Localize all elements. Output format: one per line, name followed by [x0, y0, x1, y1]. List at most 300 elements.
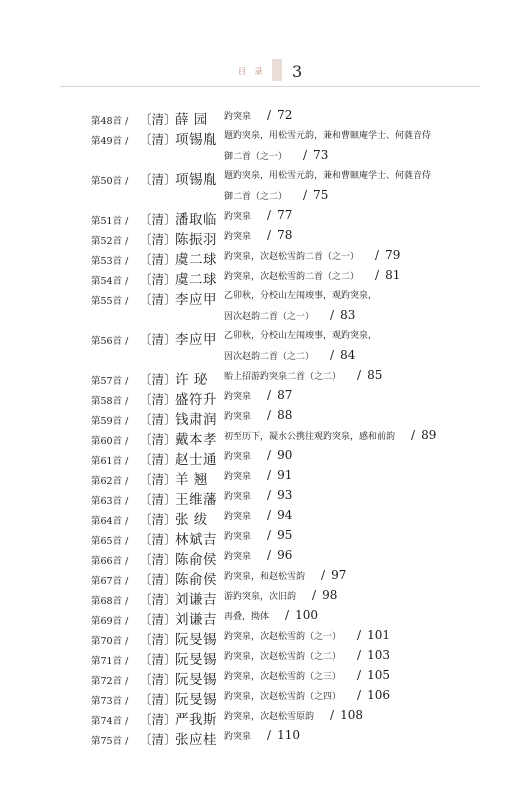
poem-title: 初至历下，凝水公携往观趵突泉，感和前韵 [224, 432, 396, 442]
poem-title: 趵突泉 [224, 392, 252, 402]
toc-entry[interactable] [91, 208, 501, 228]
title-line [224, 548, 292, 568]
poem-number: 第58首 / [91, 396, 129, 407]
page-reference [267, 488, 292, 502]
poem-title: 趵突泉，次赵松雪韵（之三） [224, 672, 342, 682]
entry-label [91, 248, 224, 268]
poem-number: 第49首 / [91, 136, 129, 147]
dynasty-label: 〔清〕 [139, 532, 177, 547]
page-separator: / [375, 268, 380, 282]
page-ref-number: 72 [277, 108, 293, 122]
poem-title-block [224, 648, 390, 668]
poem-title-block [224, 448, 292, 468]
table-of-contents [91, 108, 501, 748]
title-line [224, 588, 337, 608]
dynasty-label: 〔清〕 [139, 632, 177, 647]
toc-entry[interactable] [91, 628, 501, 648]
page-separator: / [303, 148, 308, 162]
page-reference [357, 628, 390, 642]
title-line [224, 188, 431, 208]
poet-name: 李应甲 [175, 292, 217, 308]
dynasty-label: 〔清〕 [139, 252, 177, 267]
title-line [224, 248, 400, 268]
page-reference [330, 708, 363, 722]
poem-number: 第75首 / [91, 736, 129, 747]
page-ref-number: 91 [277, 468, 293, 482]
poet-name: 阮旻锡 [175, 632, 217, 648]
dynasty-label: 〔清〕 [139, 212, 177, 227]
dynasty-label: 〔清〕 [139, 712, 177, 727]
poem-title: 趵突泉，次赵松雪原韵 [224, 712, 315, 722]
poem-title: 趵突泉 [224, 232, 252, 242]
poet-name: 陈俞侯 [175, 572, 217, 588]
toc-entry[interactable] [91, 288, 501, 328]
title-line [224, 708, 363, 728]
title-line [224, 348, 377, 368]
page-ref-number: 83 [340, 308, 356, 322]
entry-label [91, 708, 224, 728]
poem-title: 趵突泉，次赵松雪韵（之一） [224, 632, 342, 642]
poem-number: 第55首 / [91, 296, 129, 307]
poem-title: 趵突泉，和赵松雪韵 [224, 572, 306, 582]
poet-name: 王维藩 [175, 492, 217, 508]
title-line [224, 468, 292, 488]
poet-name: 陈俞侯 [175, 552, 217, 568]
dynasty-label: 〔清〕 [139, 592, 177, 607]
poem-title: 趵突泉 [224, 492, 252, 502]
page-separator: / [267, 388, 272, 402]
entry-label [91, 368, 224, 388]
page-ref-number: 97 [331, 568, 347, 582]
dynasty-label: 〔清〕 [139, 332, 177, 347]
page-reference [321, 568, 346, 582]
poem-title: 乙卯秋，分校山左闱竣事，观趵突泉， [224, 331, 378, 341]
page-ref-number: 88 [277, 408, 293, 422]
dynasty-label: 〔清〕 [139, 652, 177, 667]
page-separator: / [267, 548, 272, 562]
title-line [224, 608, 318, 628]
poem-number: 第50首 / [91, 176, 129, 187]
title-line [224, 728, 300, 748]
page-separator: / [267, 208, 272, 222]
page-reference [285, 608, 318, 622]
poem-number: 第60首 / [91, 436, 129, 447]
page-separator: / [267, 448, 272, 462]
page-ref-number: 110 [277, 728, 300, 742]
page-reference [303, 148, 328, 162]
poem-title-block [224, 208, 292, 228]
poem-title: 趵突泉 [224, 452, 252, 462]
page-separator: / [267, 528, 272, 542]
poem-number: 第51首 / [91, 216, 129, 227]
poem-number: 第59首 / [91, 416, 129, 427]
page-ref-number: 89 [421, 428, 437, 442]
poem-title-block [224, 288, 377, 328]
poet-name: 项锡胤 [175, 132, 217, 148]
poem-number: 第61首 / [91, 456, 129, 467]
page-separator: / [321, 568, 326, 582]
entry-label [91, 488, 224, 508]
page-reference [330, 348, 355, 362]
header-decoration-bar [272, 59, 282, 81]
toc-entry[interactable] [91, 448, 501, 468]
entry-label [91, 288, 224, 308]
title-line [224, 108, 292, 128]
page-ref-number: 108 [340, 708, 363, 722]
poem-title: 趵突泉 [224, 512, 252, 522]
entry-label [91, 268, 224, 288]
title-line [224, 388, 292, 408]
title-line [224, 368, 382, 388]
toc-entry[interactable] [91, 108, 501, 128]
entry-label [91, 408, 224, 428]
page-reference [267, 728, 300, 742]
poem-title-block [224, 328, 377, 368]
poem-title-block [224, 268, 400, 288]
poem-number: 第64首 / [91, 516, 129, 527]
toc-entry[interactable] [91, 688, 501, 708]
page-number: 3 [292, 62, 303, 81]
page-separator: / [267, 468, 272, 482]
page-separator: / [330, 708, 335, 722]
toc-entry[interactable] [91, 648, 501, 668]
toc-entry[interactable] [91, 728, 501, 748]
page-separator: / [267, 228, 272, 242]
page-reference [357, 368, 382, 382]
poem-title: 趵突泉 [224, 412, 252, 422]
poem-title-block [224, 708, 363, 728]
poem-title: 题趵突泉，用松雪元韵，兼和曹颐庵学士、何蕤音侍 [224, 171, 432, 181]
toc-entry[interactable] [91, 588, 501, 608]
poem-number: 第74首 / [91, 716, 129, 727]
poet-name: 张应桂 [175, 732, 217, 748]
poem-number: 第63首 / [91, 496, 129, 507]
entry-label [91, 568, 224, 588]
toc-entry[interactable] [91, 508, 501, 528]
page-ref-number: 87 [277, 388, 293, 402]
page-reference [267, 388, 292, 402]
poem-title-block [224, 608, 318, 628]
page-ref-number: 98 [322, 588, 338, 602]
poem-title-block [224, 588, 337, 608]
poet-name: 张 绂 [175, 512, 208, 528]
page-reference [411, 428, 436, 442]
title-line [224, 648, 390, 668]
poet-name: 钱肃润 [175, 412, 217, 428]
poet-name: 虞二球 [175, 272, 217, 288]
poem-title: 趵突泉，次赵松雪韵二首（之二） [224, 272, 360, 282]
page-ref-number: 96 [277, 548, 293, 562]
page-ref-number: 77 [277, 208, 293, 222]
poem-title: 趵突泉，次赵松雪韵二首（之一） [224, 252, 360, 262]
poem-number: 第65首 / [91, 536, 129, 547]
dynasty-label: 〔清〕 [139, 112, 177, 127]
page-reference [267, 508, 292, 522]
dynasty-label: 〔清〕 [139, 432, 177, 447]
page-ref-number: 105 [367, 668, 390, 682]
poem-title: 因次赵韵二首（之二） [224, 352, 315, 362]
page-ref-number: 106 [367, 688, 390, 702]
toc-entry[interactable] [91, 568, 501, 588]
title-line [224, 528, 292, 548]
poem-title: 再叠，拗体 [224, 612, 270, 622]
entry-label [91, 588, 224, 608]
page-reference [375, 268, 400, 282]
title-line [224, 448, 292, 468]
dynasty-label: 〔清〕 [139, 132, 177, 147]
title-line [224, 288, 377, 308]
page-reference [375, 248, 400, 262]
toc-entry[interactable] [91, 128, 501, 168]
page-reference [357, 668, 390, 682]
toc-entry[interactable] [91, 268, 501, 288]
poem-title-block [224, 168, 431, 208]
poem-number: 第53首 / [91, 256, 129, 267]
page-reference [267, 468, 292, 482]
poem-title-block [224, 248, 400, 268]
poem-number: 第56首 / [91, 336, 129, 347]
poem-title-block [224, 548, 292, 568]
entry-label [91, 508, 224, 528]
entry-label [91, 648, 224, 668]
toc-entry[interactable] [91, 328, 501, 368]
entry-label [91, 548, 224, 568]
poem-title-block [224, 688, 390, 708]
page-separator: / [285, 608, 290, 622]
dynasty-label: 〔清〕 [139, 172, 177, 187]
poet-name: 刘谦吉 [175, 592, 217, 608]
poem-title-block [224, 628, 390, 648]
poem-title-block [224, 508, 292, 528]
poet-name: 盛符升 [175, 392, 217, 408]
dynasty-label: 〔清〕 [139, 452, 177, 467]
poem-title: 趵突泉 [224, 532, 252, 542]
title-line [224, 228, 292, 248]
dynasty-label: 〔清〕 [139, 272, 177, 287]
poem-title-block [224, 728, 300, 748]
poet-name: 陈振羽 [175, 232, 217, 248]
poem-title-block [224, 108, 292, 128]
poet-name: 许 珌 [175, 372, 208, 388]
page-ref-number: 73 [313, 148, 329, 162]
title-line [224, 328, 377, 348]
title-line [224, 688, 390, 708]
dynasty-label: 〔清〕 [139, 732, 177, 747]
toc-entry[interactable] [91, 528, 501, 548]
toc-entry[interactable] [91, 668, 501, 688]
poem-number: 第71首 / [91, 656, 129, 667]
title-line [224, 508, 292, 528]
title-line [224, 128, 431, 148]
section-label: 目 录 [238, 67, 266, 76]
title-line [224, 148, 431, 168]
poem-title-block [224, 388, 292, 408]
page-ref-number: 75 [313, 188, 329, 202]
poem-number: 第73首 / [91, 696, 129, 707]
page-ref-number: 84 [340, 348, 356, 362]
poem-title: 题趵突泉，用松雪元韵，兼和曹颐庵学士、何蕤音侍 [224, 131, 432, 141]
poet-name: 阮旻锡 [175, 652, 217, 668]
page-separator: / [267, 408, 272, 422]
page-reference [267, 548, 292, 562]
page-ref-number: 94 [277, 508, 293, 522]
page-ref-number: 90 [277, 448, 293, 462]
poet-name: 阮旻锡 [175, 672, 217, 688]
page-separator: / [357, 688, 362, 702]
entry-label [91, 668, 224, 688]
poem-title-block [224, 528, 292, 548]
page-separator: / [357, 628, 362, 642]
poem-number: 第67首 / [91, 576, 129, 587]
poet-name: 戴本孝 [175, 432, 217, 448]
page-separator: / [312, 588, 317, 602]
poem-title: 贻上招游趵突泉二首（之二） [224, 372, 342, 382]
poem-title: 趵突泉 [224, 552, 252, 562]
poet-name: 李应甲 [175, 332, 217, 348]
dynasty-label: 〔清〕 [139, 412, 177, 427]
poem-title-block [224, 408, 292, 428]
toc-entry[interactable] [91, 548, 501, 568]
page-ref-number: 101 [367, 628, 390, 642]
poem-title: 趵突泉 [224, 112, 252, 122]
page-ref-number: 100 [295, 608, 318, 622]
poet-name: 刘谦吉 [175, 612, 217, 628]
page-separator: / [267, 728, 272, 742]
entry-label [91, 128, 224, 148]
title-line [224, 568, 346, 588]
dynasty-label: 〔清〕 [139, 372, 177, 387]
poem-number: 第72首 / [91, 676, 129, 687]
entry-label [91, 388, 224, 408]
toc-entry[interactable] [91, 388, 501, 408]
poet-name: 羊 翘 [175, 472, 208, 488]
poem-number: 第48首 / [91, 116, 129, 127]
page-separator: / [411, 428, 416, 442]
poem-title-block [224, 228, 292, 248]
page-ref-number: 79 [385, 248, 401, 262]
title-line [224, 408, 292, 428]
poem-title: 游趵突泉，次旧韵 [224, 592, 297, 602]
dynasty-label: 〔清〕 [139, 612, 177, 627]
page-separator: / [357, 368, 362, 382]
toc-entry[interactable] [91, 608, 501, 628]
toc-entry[interactable] [91, 488, 501, 508]
toc-entry[interactable] [91, 248, 501, 268]
page-reference [267, 528, 292, 542]
poem-number: 第57首 / [91, 376, 129, 387]
page-ref-number: 103 [367, 648, 390, 662]
poem-title-block [224, 128, 431, 168]
toc-entry[interactable] [91, 408, 501, 428]
dynasty-label: 〔清〕 [139, 292, 177, 307]
entry-label [91, 528, 224, 548]
poem-title-block [224, 668, 390, 688]
poet-name: 严我斯 [175, 712, 217, 728]
page-reference [312, 588, 337, 602]
entry-label [91, 448, 224, 468]
toc-entry[interactable] [91, 228, 501, 248]
page-ref-number: 93 [277, 488, 293, 502]
poem-number: 第66首 / [91, 556, 129, 567]
poem-number: 第68首 / [91, 596, 129, 607]
page-separator: / [303, 188, 308, 202]
poem-number: 第69首 / [91, 616, 129, 627]
page-reference [330, 308, 355, 322]
page-separator: / [267, 488, 272, 502]
dynasty-label: 〔清〕 [139, 232, 177, 247]
poem-number: 第70首 / [91, 636, 129, 647]
entry-label [91, 608, 224, 628]
poem-title: 趵突泉，次赵松雪韵（之四） [224, 692, 342, 702]
entry-label [91, 428, 224, 448]
page-separator: / [267, 108, 272, 122]
poet-name: 林斌吉 [175, 532, 217, 548]
poem-number: 第52首 / [91, 236, 129, 247]
page-reference [267, 228, 292, 242]
page-ref-number: 81 [385, 268, 401, 282]
poem-title: 御二首（之二） [224, 192, 288, 202]
poet-name: 虞二球 [175, 252, 217, 268]
poem-title: 趵突泉 [224, 472, 252, 482]
poem-title: 因次赵韵二首（之一） [224, 312, 315, 322]
poem-title: 趵突泉，次赵松雪韵（之二） [224, 652, 342, 662]
entry-label [91, 208, 224, 228]
entry-label [91, 628, 224, 648]
dynasty-label: 〔清〕 [139, 672, 177, 687]
title-line [224, 428, 436, 448]
page-reference [357, 648, 390, 662]
page-ref-number: 78 [277, 228, 293, 242]
poem-title-block [224, 468, 292, 488]
dynasty-label: 〔清〕 [139, 472, 177, 487]
dynasty-label: 〔清〕 [139, 552, 177, 567]
poem-title-block [224, 568, 346, 588]
toc-entry[interactable] [91, 168, 501, 208]
poem-title: 趵突泉 [224, 212, 252, 222]
page-reference [267, 448, 292, 462]
title-line [224, 168, 431, 188]
title-line [224, 488, 292, 508]
toc-entry[interactable] [91, 708, 501, 728]
poem-title-block [224, 428, 436, 448]
title-line [224, 268, 400, 288]
poem-number: 第62首 / [91, 476, 129, 487]
poem-title: 乙卯秋，分校山左闱竣事，观趵突泉， [224, 291, 378, 301]
poet-name: 薛 园 [175, 112, 208, 128]
page-reference [357, 688, 390, 702]
toc-entry[interactable] [91, 428, 501, 448]
page-reference [267, 208, 292, 222]
page-separator: / [357, 668, 362, 682]
dynasty-label: 〔清〕 [139, 692, 177, 707]
toc-entry[interactable] [91, 468, 501, 488]
page-separator: / [267, 508, 272, 522]
poet-name: 项锡胤 [175, 172, 217, 188]
poem-title: 趵突泉 [224, 732, 252, 742]
page-reference [267, 108, 292, 122]
header-rule [60, 86, 480, 87]
page-ref-number: 95 [277, 528, 293, 542]
poem-title-block [224, 368, 382, 388]
entry-label [91, 468, 224, 488]
dynasty-label: 〔清〕 [139, 392, 177, 407]
page-separator: / [330, 308, 335, 322]
toc-entry[interactable] [91, 368, 501, 388]
dynasty-label: 〔清〕 [139, 492, 177, 507]
poet-name: 潘取临 [175, 212, 217, 228]
title-line [224, 628, 390, 648]
title-line [224, 208, 292, 228]
